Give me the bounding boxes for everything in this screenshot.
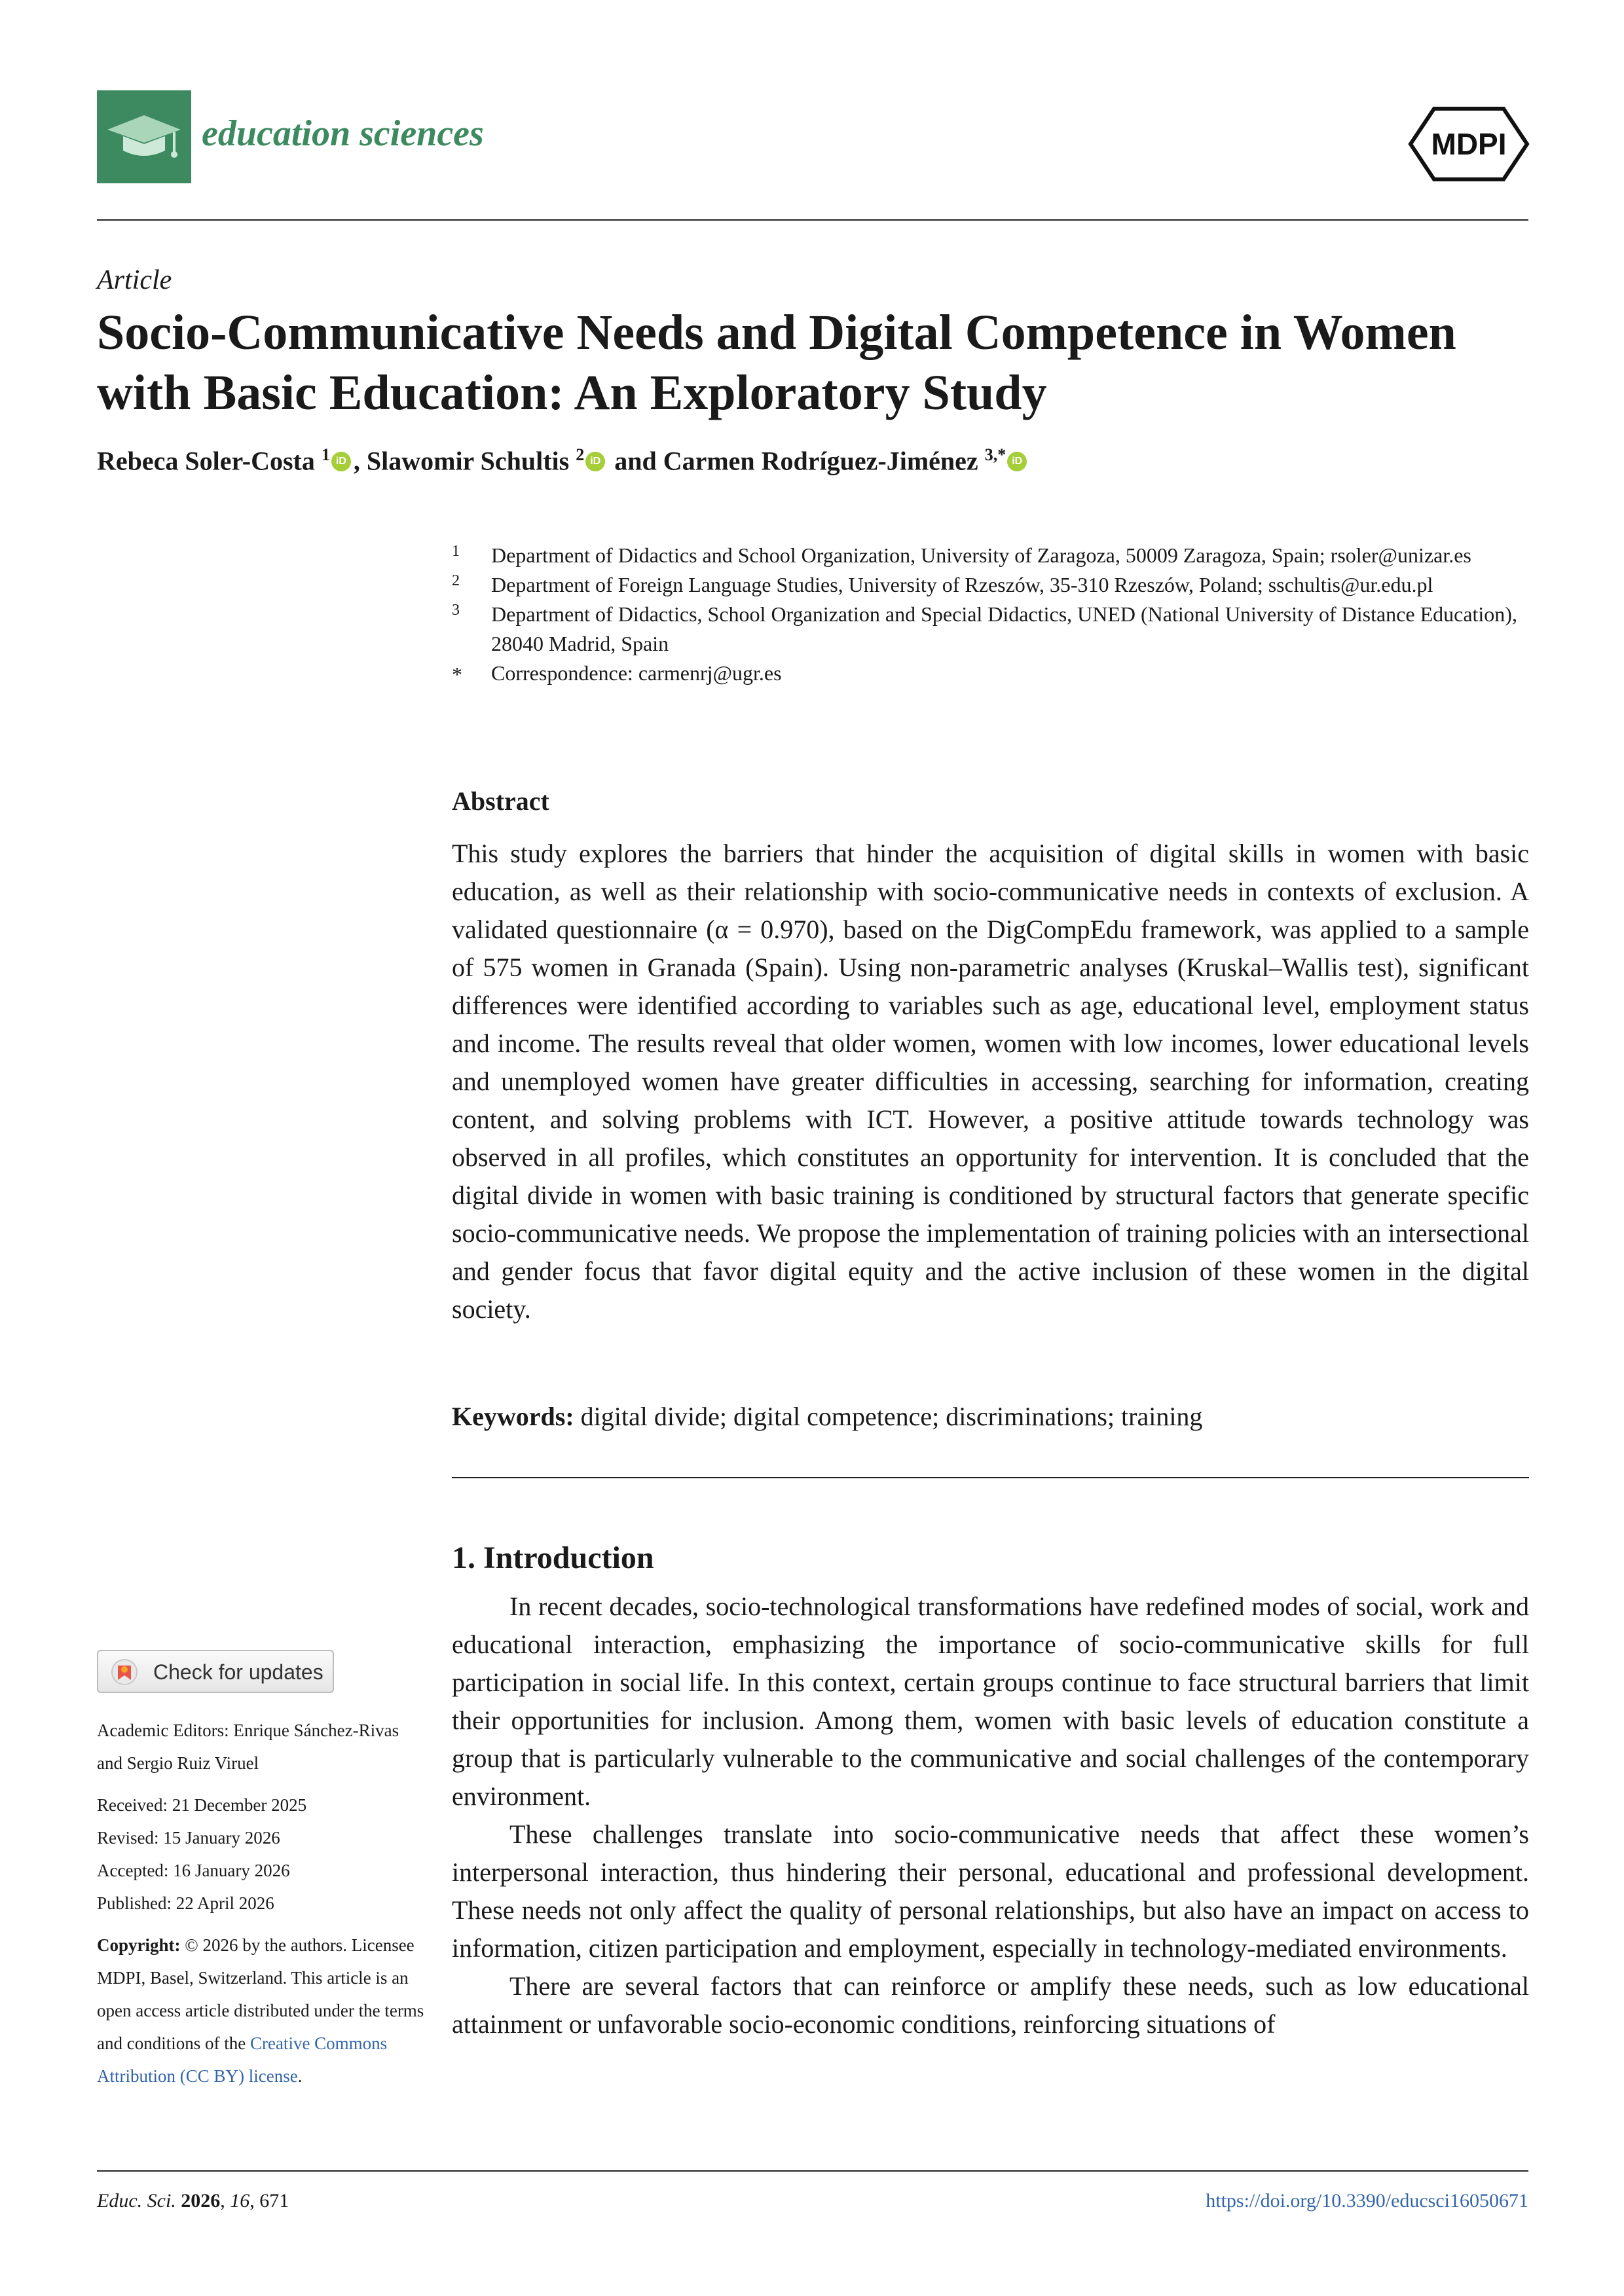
keywords-label: Keywords:	[452, 1402, 574, 1431]
graduation-cap-icon	[97, 90, 191, 183]
affiliation-mark: 3	[452, 602, 460, 619]
footer-citation: Educ. Sci. 2026, 16, 671	[97, 2190, 289, 2212]
journal-abbrev: Educ. Sci.	[97, 2190, 176, 2212]
revised-date: Revised: 15 January 2026	[97, 1828, 280, 1848]
author-affiliation-mark: 1	[321, 445, 330, 464]
article-type: Article	[97, 265, 172, 295]
affiliations	[452, 541, 1539, 688]
affiliation-item	[452, 570, 1539, 600]
affiliation-mark: 1	[452, 543, 460, 560]
author-name[interactable]: Rebeca Soler-Costa	[97, 446, 315, 476]
citation-article-number: 671	[259, 2190, 289, 2212]
doi-link[interactable]: https://doi.org/10.3390/educsci16050671	[1206, 2190, 1528, 2212]
header-divider	[97, 219, 1528, 221]
publisher-logo	[1408, 105, 1530, 183]
citation-year: 2026	[181, 2190, 221, 2212]
paragraph: In recent decades, socio-technological transformations have redefined modes of social, work and educational interaction, emphasizing the importance of socio-communicative skills for full participation in social life. In this context, certain groups continue to face structural barriers that limit their opportunities for inclusion. Among them, women with basic levels of education constitute a group that is particularly vulnerable to the communicative and social challenges of the contemporary environment.	[452, 1592, 1529, 1811]
footer-divider	[97, 2170, 1528, 2172]
copyright-text: © 2026 by the authors. Licensee MDPI, Basel, Switzerland. This article is an open access article distributed under the terms and conditions of the	[97, 1935, 424, 2053]
received-date: Received: 21 December 2025	[97, 1795, 307, 1815]
copyright-label: Copyright:	[97, 1935, 181, 1955]
check-updates-label: Check for updates	[153, 1660, 323, 1684]
mdpi-hexagon-icon	[1408, 105, 1530, 183]
journal-logo	[97, 90, 191, 183]
orcid-icon[interactable]: iD	[585, 452, 605, 471]
license-suffix: .	[297, 2066, 303, 2086]
affiliation-item	[452, 659, 1539, 688]
author-name[interactable]: Slawomir Schultis	[366, 446, 570, 476]
author-name[interactable]: Carmen Rodríguez-Jiménez	[663, 446, 978, 476]
article-title: Socio-Communicative Needs and Digital Competence in Women with Basic Education: An Exploratory Study	[97, 305, 1456, 420]
orcid-icon[interactable]: iD	[331, 452, 351, 471]
paragraph: These challenges translate into socio-communicative needs that affect these women’s interpersonal interaction, thus hindering their personal, educational and professional development. These needs not only affect the quality of personal relationships, but also have an impact on access to information, citizen participation and employment, especially in technology-mediated environments.	[452, 1819, 1529, 1963]
author-affiliation-mark: 2	[576, 445, 585, 464]
abstract-text: This study explores the barriers that hinder the acquisition of digital skills in women with basic education, as well as their relationship with socio-communicative needs in contexts of exclusion. A validated questionnaire (α = 0.970), based on the DigCompEdu framework, was applied to a sample of 575 women in Granada (Spain). Using non-parametric analyses (Kruskal–Wallis test), significant differences were identified according to variables such as age, educational level, employment status and income. The results reveal that older women, women with low incomes, lower educational levels and unemployed women have greater difficulties in accessing, searching for information, creating content, and solving problems with ICT. However, a positive attitude towards technology was observed in all profiles, which constitutes an opportunity for intervention. It is concluded that the digital divide in women with basic training is conditioned by structural factors that generate specific socio-communicative needs. We propose the implementation of training policies with an intersectional and gender focus that favor digital equity and the active inclusion of these women in the digital society.	[452, 839, 1529, 1324]
published-date: Published: 22 April 2026	[97, 1893, 274, 1913]
article-info-sidebar	[97, 1714, 424, 2092]
affiliation-text: Department of Didactics and School Organization, University of Zaragoza, 50009 Zaragoza, Spain; rsoler@unizar.es	[491, 543, 1471, 567]
author-separator: and	[608, 446, 663, 476]
accepted-date: Accepted: 16 January 2026	[97, 1861, 290, 1880]
affiliation-item	[452, 541, 1539, 570]
citation-volume: 16	[230, 2190, 250, 2212]
correspondence-text[interactable]: Correspondence: carmenrj@ugr.es	[491, 661, 782, 685]
orcid-icon[interactable]: iD	[1007, 452, 1027, 471]
affiliation-text: Department of Didactics, School Organization and Special Didactics, UNED (National University of Distance Education), 28040 Madrid, Spain	[491, 602, 1517, 655]
abstract-heading: Abstract	[452, 786, 549, 816]
author-affiliation-mark: 3,*	[984, 445, 1006, 464]
license-link[interactable]: Creative Commons Attribution (CC BY) license	[97, 2033, 388, 2086]
section-heading-introduction: 1. Introduction	[452, 1540, 654, 1575]
affiliation-text: Department of Foreign Language Studies, University of Rzeszów, 35-310 Rzeszów, Poland; sschultis@ur.edu.pl	[491, 573, 1433, 596]
check-for-updates-button[interactable]	[97, 1650, 334, 1693]
introduction-body	[452, 1588, 1529, 2043]
affiliation-mark: *	[452, 663, 462, 686]
keywords	[452, 1401, 1529, 1432]
copyright-notice	[97, 1929, 424, 2092]
keywords-list: digital divide; digital competence; discriminations; training	[580, 1402, 1203, 1431]
publisher-name: MDPI	[1431, 127, 1507, 161]
affiliation-mark: 2	[452, 572, 460, 589]
academic-editors: Academic Editors: Enrique Sánchez-Rivas and Sergio Ruiz Viruel	[97, 1721, 399, 1773]
check-updates-icon	[109, 1658, 140, 1686]
author-list	[97, 445, 1538, 476]
paragraph: There are several factors that can reinforce or amplify these needs, such as low educational attainment or unfavorable socio-economic conditions, reinforcing situations of	[452, 1971, 1529, 2039]
affiliation-item	[452, 600, 1539, 659]
abstract-divider	[452, 1477, 1529, 1478]
author-separator: ,	[353, 446, 367, 476]
journal-name: education sciences	[202, 113, 484, 154]
